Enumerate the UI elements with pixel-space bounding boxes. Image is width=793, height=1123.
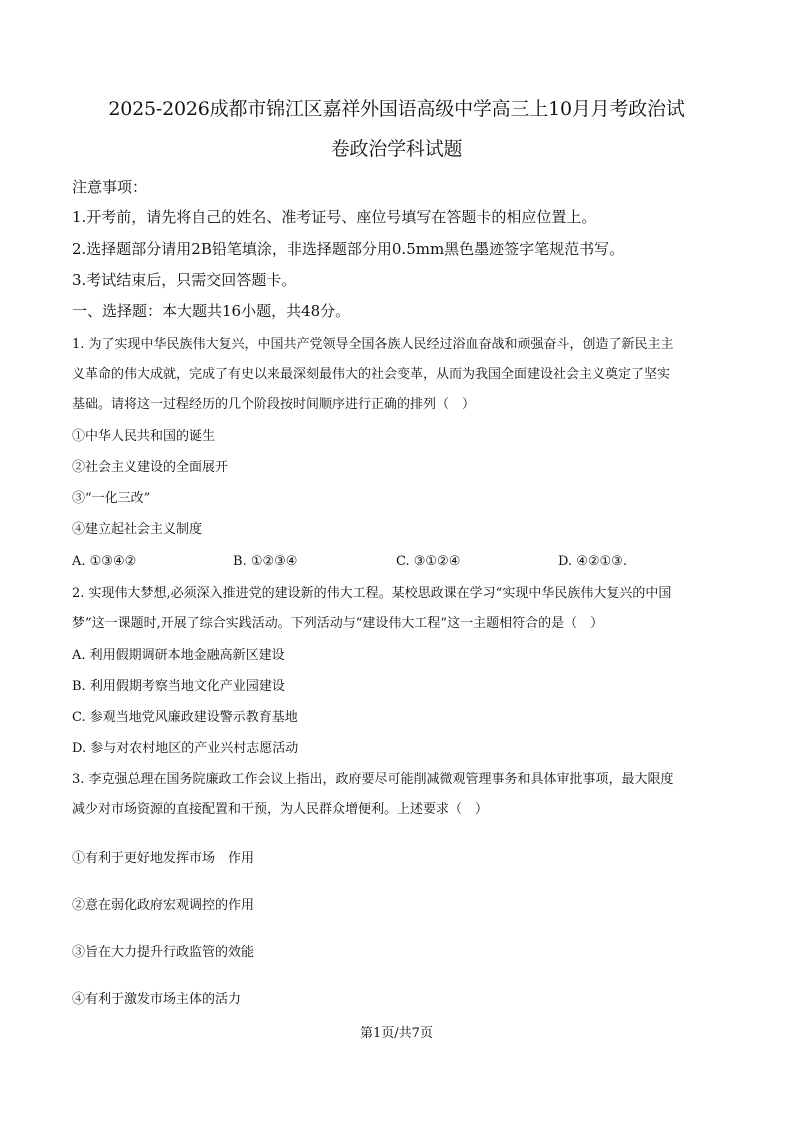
notice-item-3: 3.考试结束后，只需交回答题卡。 xyxy=(72,271,297,289)
q1-stem-line-3: 基础。请将这一过程经历的几个阶段按时间顺序进行正确的排列（ ） xyxy=(72,397,476,412)
q3-item-3: ③旨在大力提升行政监管的效能 xyxy=(72,945,255,960)
q3-stem-line-2: 减少对市场资源的直接配置和干预，为人民群众增便利。上述要求（ ） xyxy=(72,802,489,817)
q2-stem-line-1: 2. 实现伟大梦想,必须深入推进党的建设新的伟大工程。某校思政课在学习“实现中华民族伟大复兴的中国 xyxy=(72,586,672,601)
q1-item-4: ④建立起社会主义制度 xyxy=(72,522,203,537)
q1-option-b: B. ①②③④ xyxy=(233,554,298,569)
q1-option-a: A. ①③④② xyxy=(72,554,137,569)
q2-stem-line-2: 梦”这一课题时,开展了综合实践活动。下列活动与“建设伟大工程”这一主题相符合的是（ ） xyxy=(72,616,604,631)
q2-option-a: A. 利用假期调研本地金融高新区建设 xyxy=(72,648,285,663)
notice-item-1: 1.开考前，请先将自己的姓名、准考证号、座位号填写在答题卡的相应位置上。 xyxy=(72,208,597,226)
q2-option-c: C. 参观当地党风廉政建设警示教育基地 xyxy=(72,710,298,725)
q1-option-d: D. ④②①③. xyxy=(558,554,627,569)
notice-item-2: 2.选择题部分请用2B铅笔填涂，非选择题部分用0.5mm黑色墨迹签字笔规范书写。 xyxy=(72,240,625,258)
page-number: 第1页/共7页 xyxy=(360,1026,433,1041)
q3-stem-line-1: 3. 李克强总理在国务院廉政工作会议上指出，政府要尽可能削减微观管理事务和具体审批事项，最大限度 xyxy=(72,772,674,787)
notice-heading: 注意事项： xyxy=(72,178,148,196)
q1-option-c: C. ③①②④ xyxy=(396,554,461,569)
q1-item-3: ③“一化三改” xyxy=(72,491,151,506)
q3-item-4: ④有利于激发市场主体的活力 xyxy=(72,992,242,1007)
exam-title-line-2: 卷政治学科试题 xyxy=(330,138,463,160)
q2-option-d: D. 参与对农村地区的产业兴村志愿活动 xyxy=(72,741,299,756)
q1-stem-line-2: 义革命的伟大成就，完成了有史以来最深刻最伟大的社会变革，从而为我国全面建设社会主义奠定了坚实 xyxy=(72,367,671,382)
q1-item-2: ②社会主义建设的全面展开 xyxy=(72,460,229,475)
q1-stem-line-1: 1. 为了实现中华民族伟大复兴，中国共产党领导全国各族人民经过浴血奋战和顽强奋斗，创造了新民主主 xyxy=(72,337,674,352)
q3-item-2: ②意在弱化政府宏观调控的作用 xyxy=(72,898,255,913)
q3-item-1: ①有利于更好地发挥市场 作用 xyxy=(72,851,255,866)
section-1-heading: 一、选择题：本大题共16小题，共48分。 xyxy=(72,302,351,320)
q2-option-b: B. 利用假期考察当地文化产业园建设 xyxy=(72,679,285,694)
q1-item-1: ①中华人民共和国的诞生 xyxy=(72,429,216,444)
exam-title-line-1: 2025-2026成都市锦江区嘉祥外国语高级中学高三上10月月考政治试 xyxy=(108,98,685,120)
